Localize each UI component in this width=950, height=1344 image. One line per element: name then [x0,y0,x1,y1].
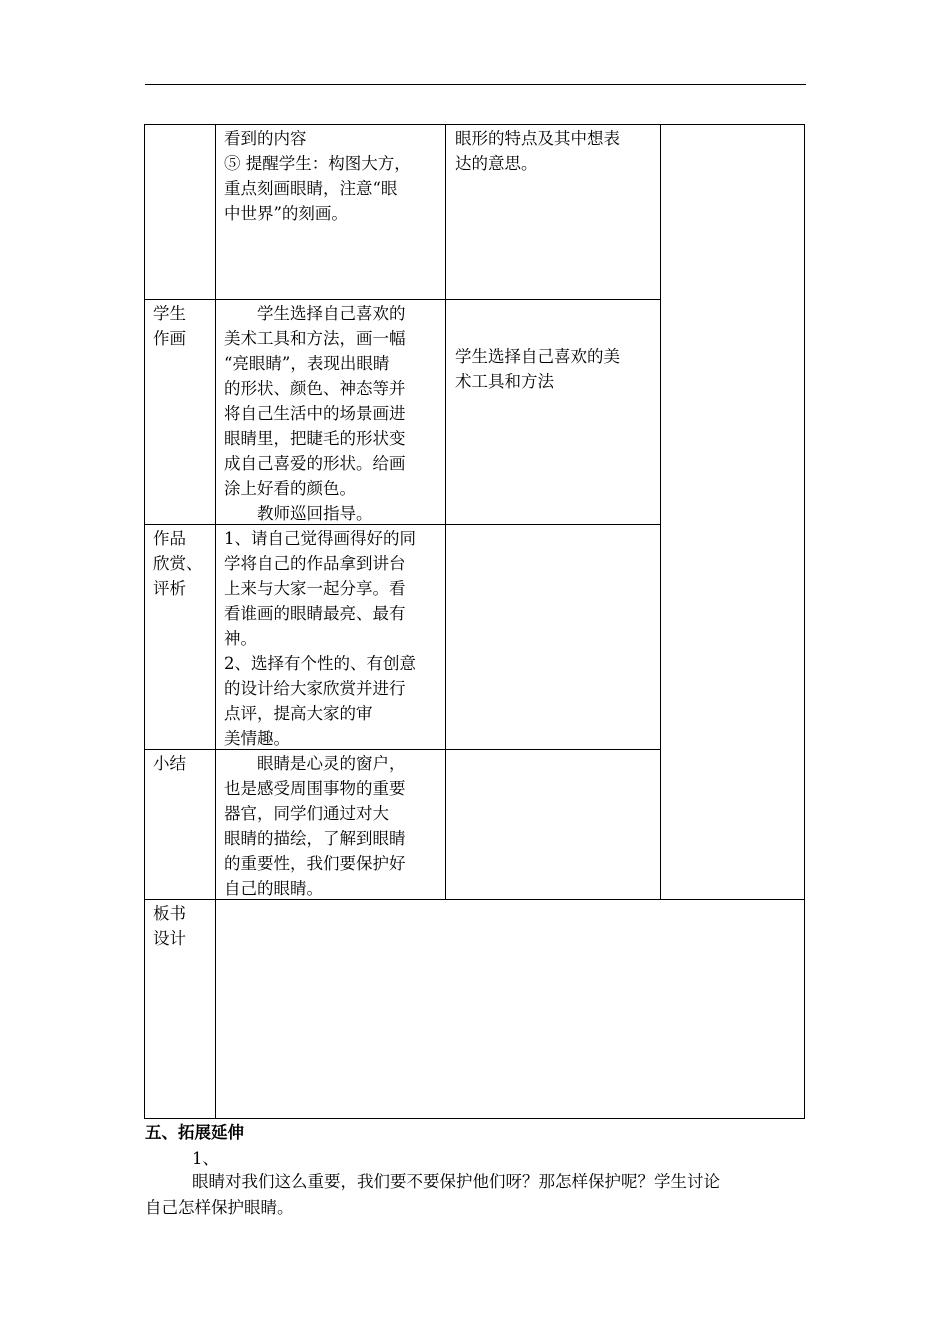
label-line: 设计 [153,929,186,948]
table-border-right [804,124,805,1119]
text-line: 看谁画的眼睛最亮、最有 [224,604,406,623]
label-line: 欣赏、 [153,554,203,573]
text-line: 的形状、颜色、神态等并 [224,379,406,398]
text-line: 美术工具和方法，画一幅 [224,329,406,348]
text-line: 上来与大家一起分享。看 [224,579,406,598]
text-line: “亮眼睛”，表现出眼睛 [224,354,390,373]
section-paragraph-line1: 眼睛对我们这么重要，我们要不要保护他们呀？那怎样保护呢？学生讨论 [192,1172,720,1191]
label-line: 作画 [153,329,186,348]
row5-label [153,901,211,951]
table-border-top [144,124,805,125]
text-line: 中世界”的刻画。 [224,204,348,223]
row1-notes [455,126,655,176]
text-line: 美情趣。 [224,729,290,748]
row4-label [153,751,211,776]
label-line: 板书 [153,904,186,923]
text-line: 的重要性，我们要保护好 [224,854,406,873]
label-line: 学生 [153,304,186,323]
section-paragraph-line2: 自己怎样保护眼睛。 [145,1198,294,1217]
table-border-left [144,124,145,1119]
text-line: 达的意思。 [455,154,538,173]
text-line: 学生选择自己喜欢的美 [455,347,620,366]
text-line: 教师巡回指导。 [224,504,373,523]
row-line-1 [144,299,661,300]
text-line: 神。 [224,629,257,648]
text-line: 看到的内容 [224,129,307,148]
row1-content [224,126,440,226]
text-line: 学生选择自己喜欢的 [224,304,406,323]
row4-content [224,751,440,901]
row2-label [153,301,211,351]
label-line: 评析 [153,579,186,598]
row2-content [224,301,440,526]
text-line: 术工具和方法 [455,372,554,391]
text-line: 眼睛里，把睫毛的形状变 [224,429,406,448]
text-line: 器官，同学们通过对大 [224,804,389,823]
text-line: 成自己喜爱的形状。给画 [224,454,406,473]
text-line: 自己的眼睛。 [224,879,323,898]
text-line: 点评，提高大家的审 [224,704,373,723]
text-line: 眼睛的描绘，了解到眼睛 [224,829,406,848]
column-line-2 [445,124,446,899]
text-line: ⑤ 提醒学生：构图大方， [224,154,411,173]
section-item-number: 1、 [192,1149,219,1168]
column-line-1 [215,124,216,1119]
text-line: 眼形的特点及其中想表 [455,129,620,148]
table-border-bottom [144,1118,805,1119]
label-line: 小结 [153,754,186,773]
text-line: 2、选择有个性的、有创意 [224,654,416,673]
text-line: 也是感受周围事物的重要 [224,779,406,798]
header-rule [145,84,806,85]
text-line: 的设计给大家欣赏并进行 [224,679,406,698]
label-line: 作品 [153,529,186,548]
row2-notes [455,344,655,394]
row3-label [153,526,211,601]
text-line: 重点刻画眼睛，注意“眼 [224,179,398,198]
text-line: 1、请自己觉得画得好的同 [224,529,416,548]
text-line: 学将自己的作品拿到讲台 [224,554,406,573]
text-line: 涂上好看的颜色。 [224,479,356,498]
section-heading: 五、拓展延伸 [145,1123,244,1142]
row3-content [224,526,440,751]
text-line: 将自己生活中的场景画进 [224,404,406,423]
column-line-3 [660,124,661,899]
text-line: 眼睛是心灵的窗户， [224,754,406,773]
